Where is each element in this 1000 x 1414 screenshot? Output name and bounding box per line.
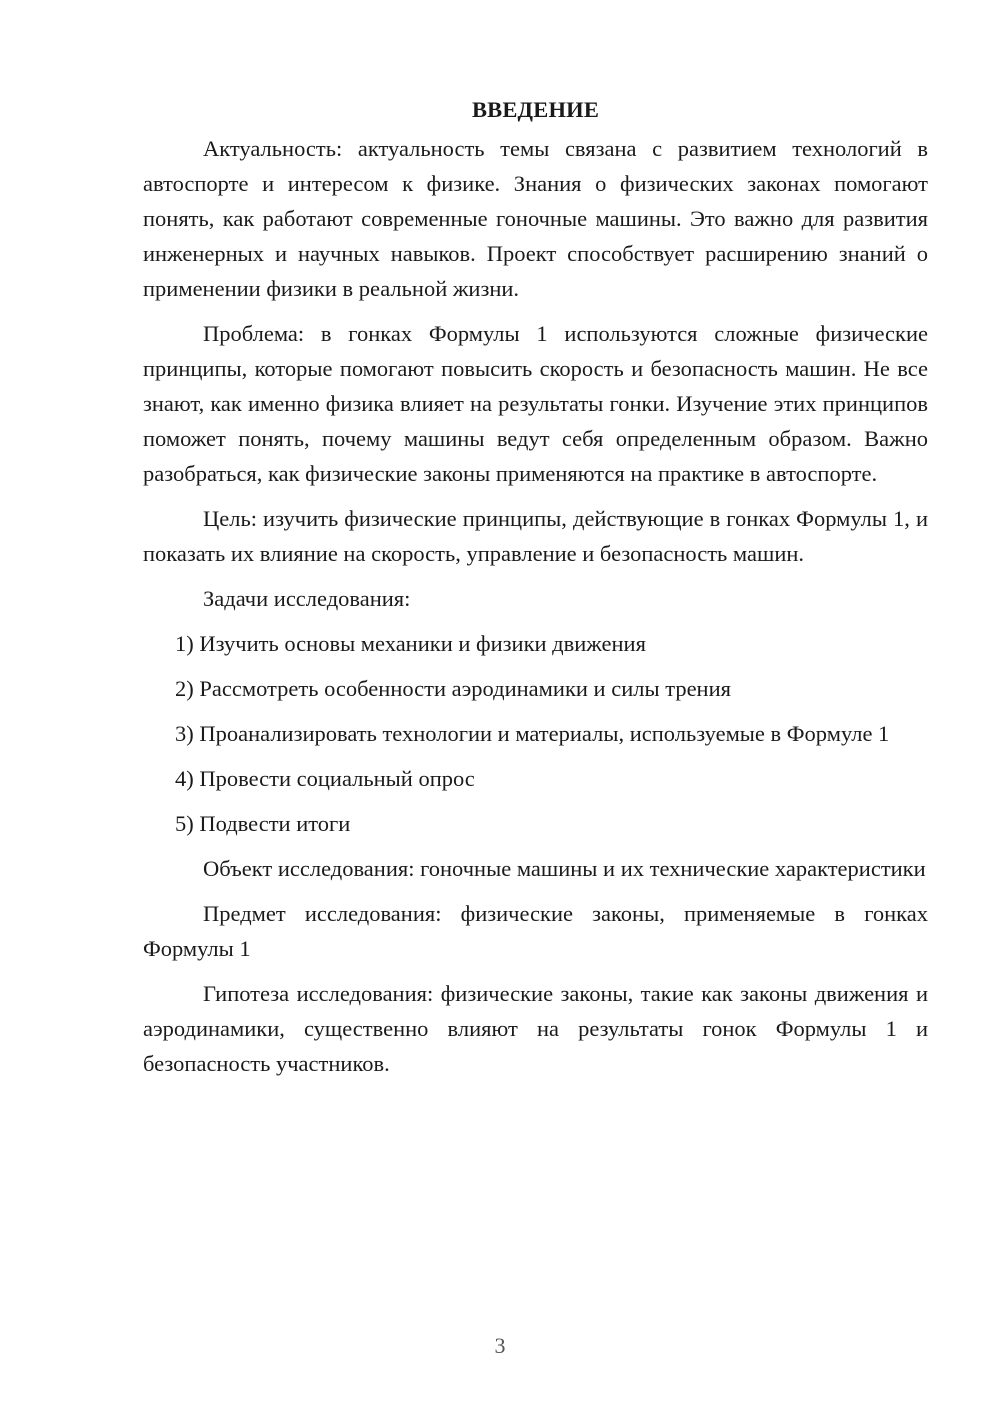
tasks-title: Задачи исследования: [203, 586, 411, 611]
task-item-3: 3) Проанализировать технологии и материалы, используемые в Формуле 1 [175, 721, 890, 746]
task-item-1: 1) Изучить основы механики и физики движения [175, 631, 646, 656]
task-item-4: 4) Провести социальный опрос [175, 766, 475, 791]
paragraph-problem: Проблема: в гонках Формулы 1 используются сложные физические принципы, которые помогают повысить скорость и безопасность машин. Не все знают, как именно физика влияет на результаты гонки. Изучение этих принципов поможет понять, почему машины ведут себя определенным образом. Важно разобраться, как физические законы применяются на практике в автоспорте. [143, 321, 928, 486]
task-item-2: 2) Рассмотреть особенности аэродинамики и силы трения [175, 676, 731, 701]
paragraph-hypothesis: Гипотеза исследования: физические законы, такие как законы движения и аэродинамики, существенно влияют на результаты гонок Формулы 1 и безопасность участников. [143, 981, 928, 1076]
page-number: 3 [494, 1333, 506, 1358]
paragraph-goal: Цель: изучить физические принципы, действующие в гонках Формулы 1, и показать их влияние на скорость, управление и безопасность машин. [143, 506, 928, 566]
paragraph-relevance: Актуальность: актуальность темы связана с развитием технологий в автоспорте и интересом к физике. Знания о физических законах помогают понять, как работают современные гоночные машины. Это важно для развития инженерных и научных навыков. Проект способствует расширению знаний о применении физики в реальной жизни. [143, 136, 928, 301]
task-item-5: 5) Подвести итоги [175, 811, 351, 836]
page-content [143, 92, 928, 1091]
paragraph-object: Объект исследования: гоночные машины и их технические характеристики [203, 856, 926, 881]
paragraph-subject: Предмет исследования: физические законы, применяемые в гонках Формулы 1 [143, 901, 928, 961]
section-heading: ВВЕДЕНИЕ [471, 97, 600, 122]
